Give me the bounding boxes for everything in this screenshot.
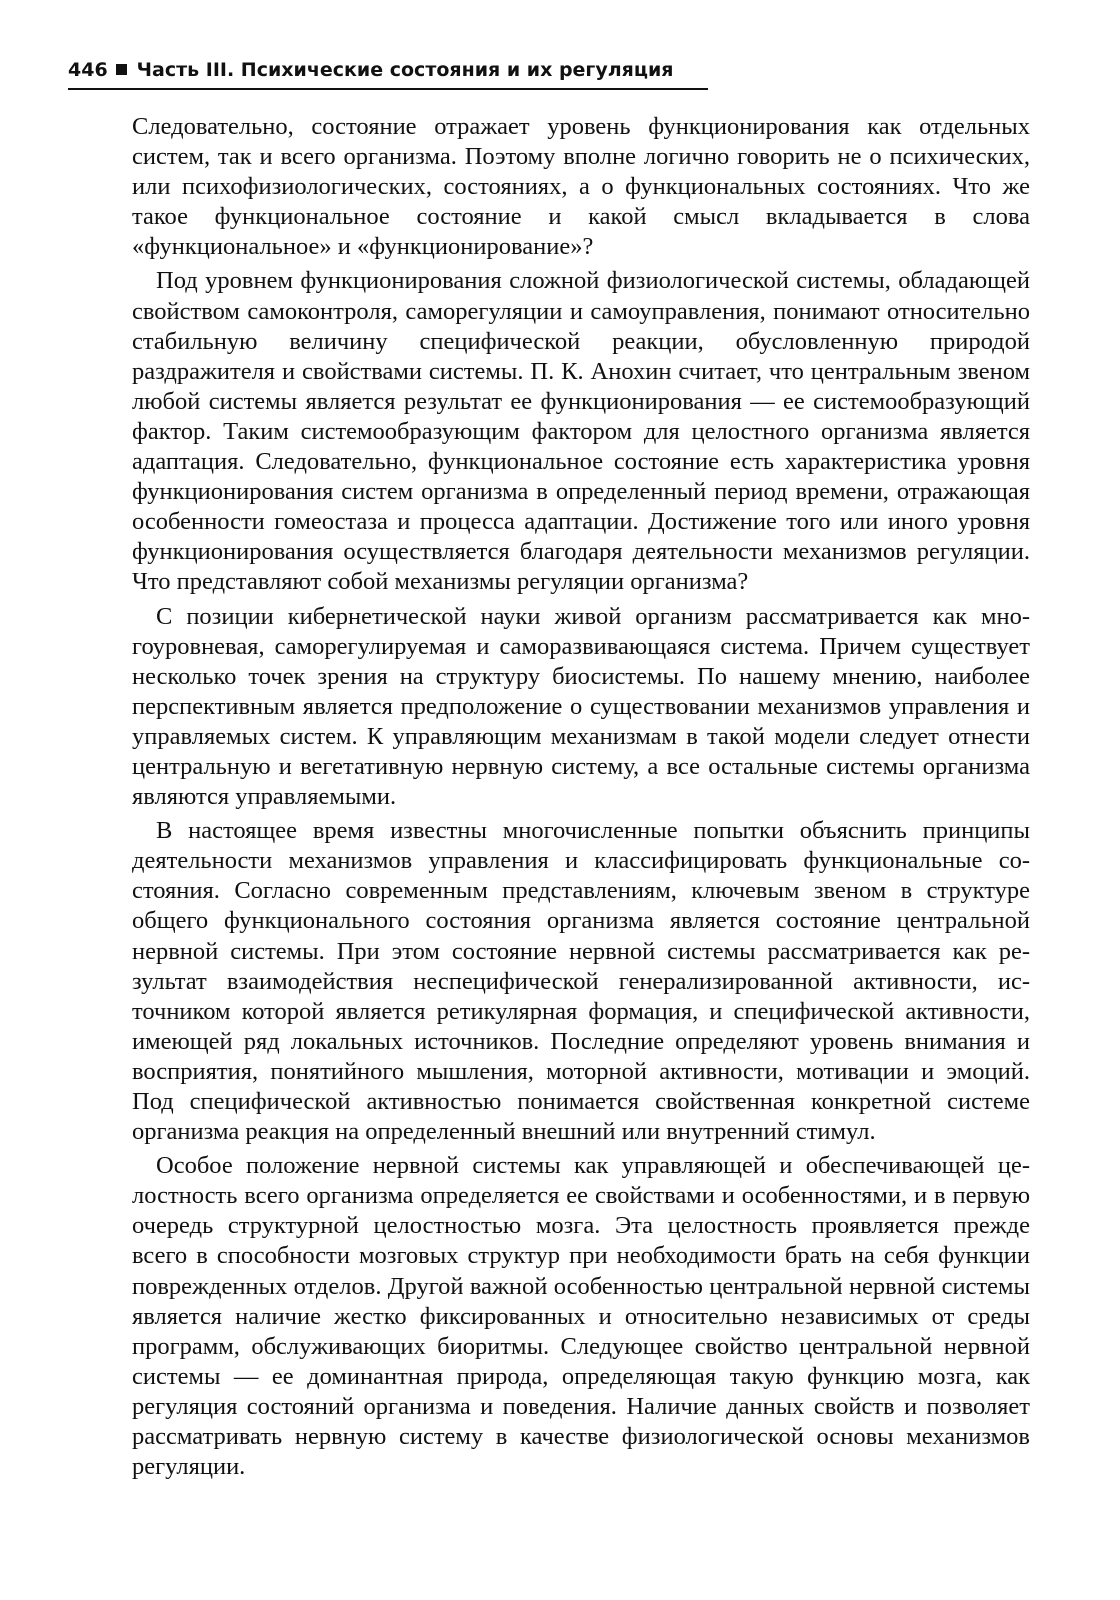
paragraph-3: С позиции кибернетической науки живой организм рассматривается как многоуровневая, саморегулируемая и саморазвивающаяся система. Причем существует несколько точек зрения на структуру биосистемы. По нашему мнению, наиболее перспективным является предположение о существовании механизмов управления и управляемых систем. К управляющим механизмам в такой модели следует отнести центральную и вегетативную нервную систему, а все остальные системы организма являются управляемыми. xyxy=(132,602,1030,811)
body-text xyxy=(132,112,1030,1486)
paragraph-4: В настоящее время известны многочисленные попытки объяснить принципы деятельности механизмов управления и классифицировать функциональные состояния. Согласно современным представлениям, ключевым звеном в структуре общего функционального состояния организма является состояние центральной нервной системы. При этом состояние нервной системы рассматривается как результат взаимодействия неспецифической генерализированной активности, источником которой является ретикулярная формация, и специфической активности, имеющей ряд локальных источников. Последние определяют уровень внимания и восприятия, понятийного мышления, моторной активности, мотивации и эмоций. Под специфической активностью понимается свойственная конкретной системе организма реакция на определенный внешний или внутренний стимул. xyxy=(132,817,1030,1146)
paragraph-2: Под уровнем функционирования сложной физиологической системы, обладающей свойством самоконтроля, саморегуляции и самоуправления, понимают относительно стабильную величину специфической реакции, обусловленную природой раздражителя и свойствами системы. П. К. Анохин считает, что центральным звеном любой системы является результат ее функционирования — ее системообразующий фактор. Таким системообразующим фактором для целостного организма является адаптация. Следовательно, функциональное состояние есть характеристика уровня функционирования систем организма в определенный период времени, отражающая особенности гомеостаза и процесса адаптации. Достижение того или иного уровня функционирования осуществляется благодаря деятельности механизмов регуляции. Что представляют собой механизмы регуляции организма? xyxy=(132,267,1030,596)
running-header xyxy=(68,54,708,90)
paragraph-5: Особое положение нервной системы как управляющей и обеспечивающей целостность всего организма определяется ее свойствами и особенностями, и в первую очередь структурной целостностью мозга. Эта целостность проявляется прежде всего в способности мозговых структур при необходимости брать на себя функции поврежденных отделов. Другой важной особенностью центральной нервной системы является наличие жестко фиксированных и относительно независимых от среды программ, обслуживающих биоритмы. Следующее свойство центральной нервной системы — ее доминантная природа, определяющая такую функцию мозга, как регуляция состояний организма и поведения. Наличие данных свойств и позволяет рассматривать нервную систему в качестве физиологической основы механизмов регуляции. xyxy=(132,1152,1030,1481)
paragraph-1: Следовательно, состояние отражает уровень функционирования как отдельных систем, так и всего организма. Поэтому вполне логично говорить не о психических, или психофизиологических, состояниях, а о функциональных состояниях. Что же такое функциональное состояние и какой смысл вкладывается в слова «функциональное» и «функционирование»? xyxy=(132,113,1030,261)
page-number: 446 xyxy=(68,59,108,81)
chapter-title: Часть III. Психические состояния и их регуляция xyxy=(136,59,674,81)
square-bullet-icon xyxy=(116,64,127,75)
